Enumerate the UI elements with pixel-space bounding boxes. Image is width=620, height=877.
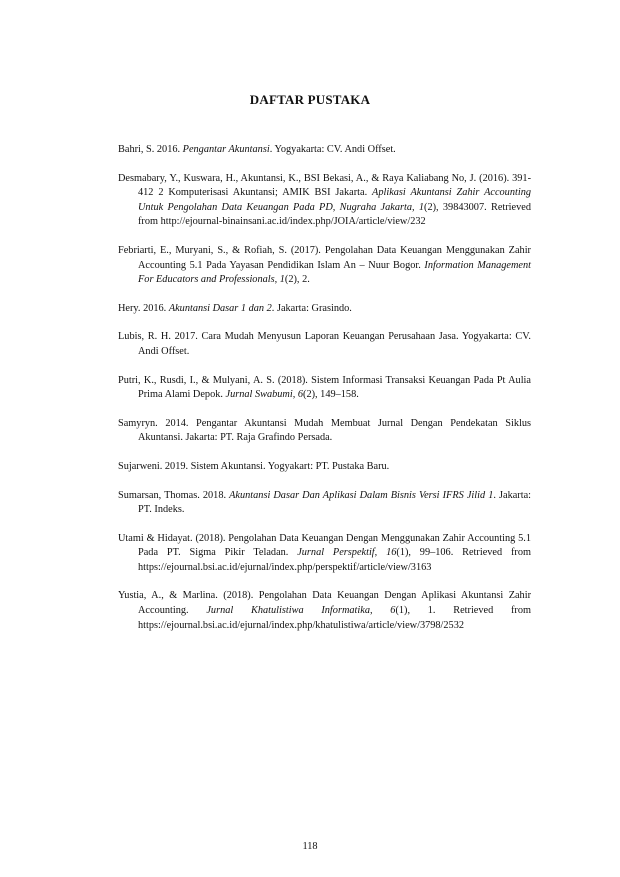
reference-item [118,532,531,576]
reference-text-tail: (1), 1. Retrieved from https://ejournal.bsi.ac.id/ejurnal/index.php/khatulistiwa/article/view/3798/2532 [138,605,531,631]
reference-text: Desmabary, Y., Kuswara, H., Akuntansi, K., BSI Bekasi, A., & Raya Kaliabang No, J. (2016). 391-412 2 Komputerisasi Akuntansi; AMIK BSI Jakarta. [118,172,531,199]
reference-text: Lubis, R. H. 2017. Cara Mudah Menyusun Laporan Keuangan Perusahaan Jasa. Yogyakarta: CV. Andi Offset. [118,331,531,357]
reference-item [118,143,531,158]
reference-italic-title: Jurnal Perspektif, 16 [297,547,397,559]
reference-text: Febriarti, E., Muryani, S., & Rofiah, S. (2017). Pengolahan Data Keuangan Menggunakan Zahir Accounting 5.1 Pada Yayasan Pendidikan Islam An – Nuur Bogor. [118,244,531,271]
reference-item [118,302,531,317]
reference-italic-title: Pengantar Akuntansi [182,144,270,155]
reference-item [118,589,531,633]
page-title: DAFTAR PUSTAKA [249,92,371,107]
reference-text-tail: . Jakarta: PT. Indeks. [138,489,532,516]
page-number: 118 [302,841,318,852]
reference-text-tail: (2), 39843007. Retrieved from http://ejournal-binainsani.ac.id/index.php/JOIA/article/view/232 [138,201,531,228]
reference-text: Sumarsan, Thomas. 2018. [118,489,230,501]
reference-text: Samyryn. 2014. Pengantar Akuntansi Mudah Membuat Jurnal Dengan Pendekatan Siklus Akuntansi. Jakarta: PT. Raja Grafindo Persada. [118,417,531,444]
reference-item [118,460,531,475]
reference-text-tail: (2), 149–158. [303,389,359,401]
reference-item [118,374,531,403]
reference-italic-title: Aplikasi Akuntansi Zahir Accounting Untuk Pengolahan Data Keuangan Pada PD, Nugraha Jakarta, 1 [138,187,531,213]
reference-list [118,143,531,647]
reference-text-tail: . Jakarta: Grasindo. [271,302,352,314]
reference-item [118,489,531,518]
reference-italic-title: Information Management For Educators and Professionals, 1 [138,259,531,286]
reference-text: Sujarweni. 2019. Sistem Akuntansi. Yogyakart: PT. Pustaka Baru. [118,460,390,472]
reference-item [118,244,531,288]
reference-item [118,417,531,446]
reference-text-tail: (2), 2. [284,274,310,286]
reference-item [118,172,531,230]
reference-italic-title: Jurnal Swabumi, 6 [225,389,304,401]
reference-text: Utami & Hidayat. (2018). Pengolahan Data Keuangan Dengan Menggunakan Zahir Accounting 5.1 Pada PT. Sigma Pikir Teladan. [118,532,531,559]
reference-text: Bahri, S. 2016. [118,144,183,155]
reference-text-tail: (1), 99–106. Retrieved from https://ejournal.bsi.ac.id/ejurnal/index.php/perspektif/article/view/3163 [138,547,531,573]
reference-text: Hery. 2016. [118,302,169,314]
reference-italic-title: Akuntansi Dasar Dan Aplikasi Dalam Bisnis Versi IFRS Jilid 1 [229,489,494,501]
reference-italic-title: Akuntansi Dasar 1 dan 2 [168,302,272,314]
reference-text: Yustia, A., & Marlina. (2018). Pengolahan Data Keuangan Dengan Aplikasi Akuntansi Zahir Accounting. [118,590,531,617]
reference-item [118,330,531,359]
reference-italic-title: Jurnal Khatulistiwa Informatika, 6 [206,605,396,617]
reference-text-tail: . Yogyakarta: CV. Andi Offset. [269,144,396,155]
reference-text: Putri, K., Rusdi, I., & Mulyani, A. S. (2018). Sistem Informasi Transaksi Keuangan Pada Pt Aulia Prima Alami Depok. [118,374,531,401]
